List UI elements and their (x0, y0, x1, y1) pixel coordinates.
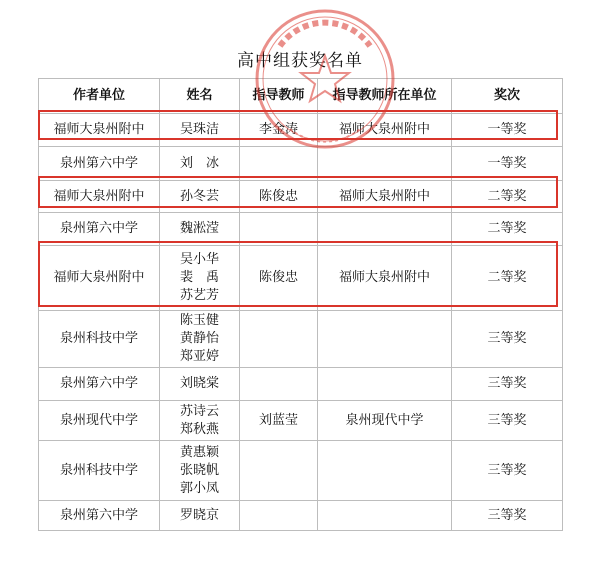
cell-award: 一等奖 (452, 147, 563, 181)
table-row (39, 181, 563, 213)
table-row (39, 401, 563, 441)
cell-names (160, 501, 240, 531)
student-name: 郭小凤 (179, 480, 219, 496)
cell-names (160, 147, 240, 181)
cell-teacher-unit (318, 213, 452, 246)
cell-names (160, 368, 240, 401)
student-name: 吴小华 (179, 252, 219, 267)
cell-names (160, 401, 240, 441)
cell-names (160, 114, 240, 147)
header-name: 姓名 (160, 79, 240, 114)
student-name: 裴 禹 (179, 270, 219, 285)
awards-table (38, 78, 563, 531)
cell-teacher: 陈俊忠 (240, 246, 318, 311)
table-row (39, 147, 563, 181)
cell-teacher (240, 368, 318, 401)
cell-teacher: 刘蓝莹 (240, 401, 318, 441)
cell-unit: 泉州第六中学 (39, 501, 160, 531)
table-row (39, 441, 563, 501)
cell-teacher (240, 501, 318, 531)
cell-teacher-unit: 福师大泉州附中 (318, 181, 452, 213)
cell-names (160, 246, 240, 311)
cell-unit: 泉州现代中学 (39, 401, 160, 441)
cell-teacher-unit: 福师大泉州附中 (318, 246, 452, 311)
cell-unit: 泉州第六中学 (39, 368, 160, 401)
cell-unit: 福师大泉州附中 (39, 114, 160, 147)
cell-award: 二等奖 (452, 181, 563, 213)
cell-teacher-unit (318, 147, 452, 181)
cell-unit: 泉州科技中学 (39, 441, 160, 501)
student-name: 黄静怡 (179, 331, 219, 346)
cell-award: 二等奖 (452, 213, 563, 246)
cell-teacher-unit (318, 501, 452, 531)
student-name: 刘 冰 (179, 155, 219, 171)
student-name: 苏艺芳 (179, 288, 219, 303)
cell-teacher-unit: 福师大泉州附中 (318, 114, 452, 147)
cell-award: 二等奖 (452, 246, 563, 311)
table-row (39, 368, 563, 401)
cell-teacher (240, 147, 318, 181)
cell-teacher-unit (318, 311, 452, 368)
cell-teacher (240, 213, 318, 246)
cell-teacher (240, 311, 318, 368)
student-name: 黄惠颖 (179, 444, 219, 460)
student-name: 魏淞滢 (179, 221, 219, 236)
student-name: 吴珠洁 (179, 122, 219, 137)
page-title: 高中组获奖名单 (237, 51, 363, 71)
table-header-row (39, 79, 563, 114)
table-row (39, 311, 563, 368)
header-award: 奖次 (452, 79, 563, 114)
cell-names (160, 311, 240, 368)
cell-unit: 泉州科技中学 (39, 311, 160, 368)
cell-award: 三等奖 (452, 501, 563, 531)
cell-award: 三等奖 (452, 401, 563, 441)
student-name: 孙冬芸 (179, 188, 219, 204)
header-teacher-unit: 指导教师所在单位 (318, 79, 452, 114)
student-name: 郑亚婷 (179, 349, 219, 364)
cell-teacher-unit: 泉州现代中学 (318, 401, 452, 441)
student-name: 刘晓棠 (179, 376, 219, 391)
cell-teacher-unit (318, 441, 452, 501)
cell-names (160, 181, 240, 213)
cell-names (160, 441, 240, 501)
cell-unit: 福师大泉州附中 (39, 246, 160, 311)
student-name: 陈玉健 (179, 313, 219, 328)
cell-unit: 泉州第六中学 (39, 147, 160, 181)
student-name: 苏诗云 (179, 403, 219, 419)
table-row (39, 114, 563, 147)
header-author-unit: 作者单位 (39, 79, 160, 114)
table-row (39, 501, 563, 531)
cell-teacher: 陈俊忠 (240, 181, 318, 213)
student-name: 罗晓京 (179, 507, 219, 523)
cell-award: 三等奖 (452, 368, 563, 401)
cell-award: 三等奖 (452, 441, 563, 501)
student-name: 郑秋燕 (179, 421, 219, 437)
cell-teacher-unit (318, 368, 452, 401)
table-row (39, 213, 563, 246)
cell-teacher: 李金涛 (240, 114, 318, 147)
cell-unit: 福师大泉州附中 (39, 181, 160, 213)
cell-unit: 泉州第六中学 (39, 213, 160, 246)
header-teacher: 指导教师 (240, 79, 318, 114)
cell-award: 一等奖 (452, 114, 563, 147)
cell-names (160, 213, 240, 246)
student-name: 张晓帆 (179, 462, 219, 478)
cell-teacher (240, 441, 318, 501)
cell-award: 三等奖 (452, 311, 563, 368)
table-row (39, 246, 563, 311)
